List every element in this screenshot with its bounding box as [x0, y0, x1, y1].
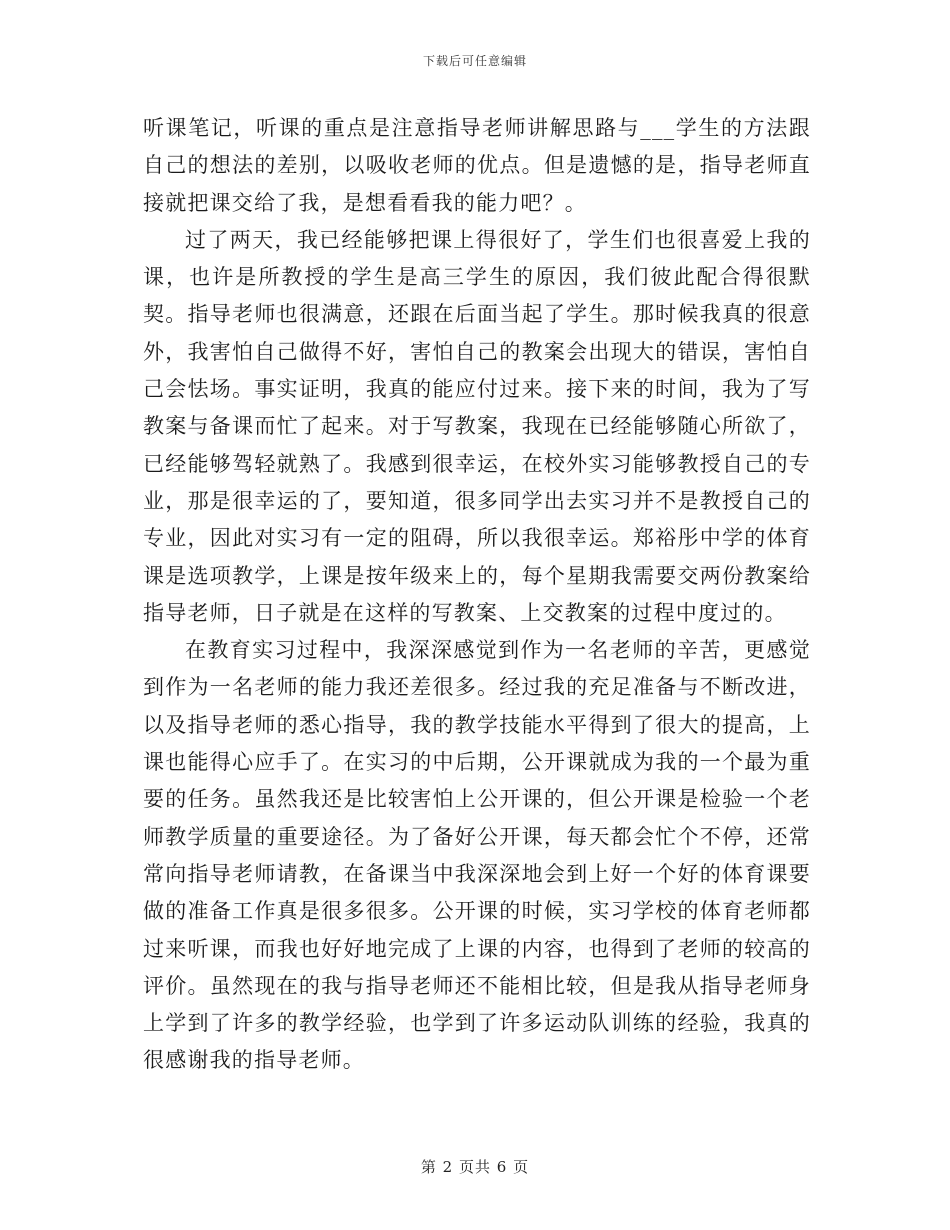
paragraph-2: 过了两天，我已经能够把课上得很好了，学生们也很喜爱上我的课，也许是所教授的学生是高三学生的原因，我们彼此配合得很默契。指导老师也很满意，还跟在后面当起了学生。那时候我真的很意外，我害怕自己做得不好，害怕自己的教案会出现大的错误，害怕自己会怯场。事实证明，我真的能应付过来。接下来的时间，我为了写教案与备课而忙了起来。对于写教案，我现在已经能够随心所欲了，已经能够驾轻就熟了。我感到很幸运，在校外实习能够教授自己的专业，那是很幸运的了，要知道，很多同学出去实习并不是教授自己的专业，因此对实习有一定的阻碍，所以我很幸运。郑裕彤中学的体育课是选项教学，上课是按年级来上的，每个星期我需要交两份教案给指导老师，日子就是在这样的写教案、上交教案的过程中度过的。 — [143, 227, 811, 625]
page-header: 下载后可任意编辑 — [422, 54, 527, 68]
paragraph-1: 听课笔记，听课的重点是注意指导老师讲解思路与___学生的方法跟自己的想法的差别，以吸收老师的优点。但是遗憾的是，指导老师直接就把课交给了我，是想看看我的能力吧？。 — [143, 116, 811, 215]
paragraph-3: 在教育实习过程中，我深深感觉到作为一名老师的辛苦，更感觉到作为一名老师的能力我还差很多。经过我的充足准备与不断改进，以及指导老师的悉心指导，我的教学技能水平得到了很大的提高，上课也能得心应手了。在实习的中后期，公开课就成为我的一个最为重要的任务。虽然我还是比较害怕上公开课的，但公开课是检验一个老师教学质量的重要途径。为了备好公开课，每天都会忙个不停，还常常向指导老师请教，在备课当中我深深地会到上好一个好的体育课要做的准备工作真是很多很多。公开课的时候，实习学校的体育老师都过来听课，而我也好好地完成了上课的内容，也得到了老师的较高的评价。虽然现在的我与指导老师还不能相比较，但是我从指导老师身上学到了许多的教学经验，也学到了许多运动队训练的经验，我真的很感谢我的指导老师。 — [143, 638, 811, 1073]
document-body — [143, 110, 811, 1080]
page-footer: 第 2 页共 6 页 — [420, 1158, 530, 1176]
